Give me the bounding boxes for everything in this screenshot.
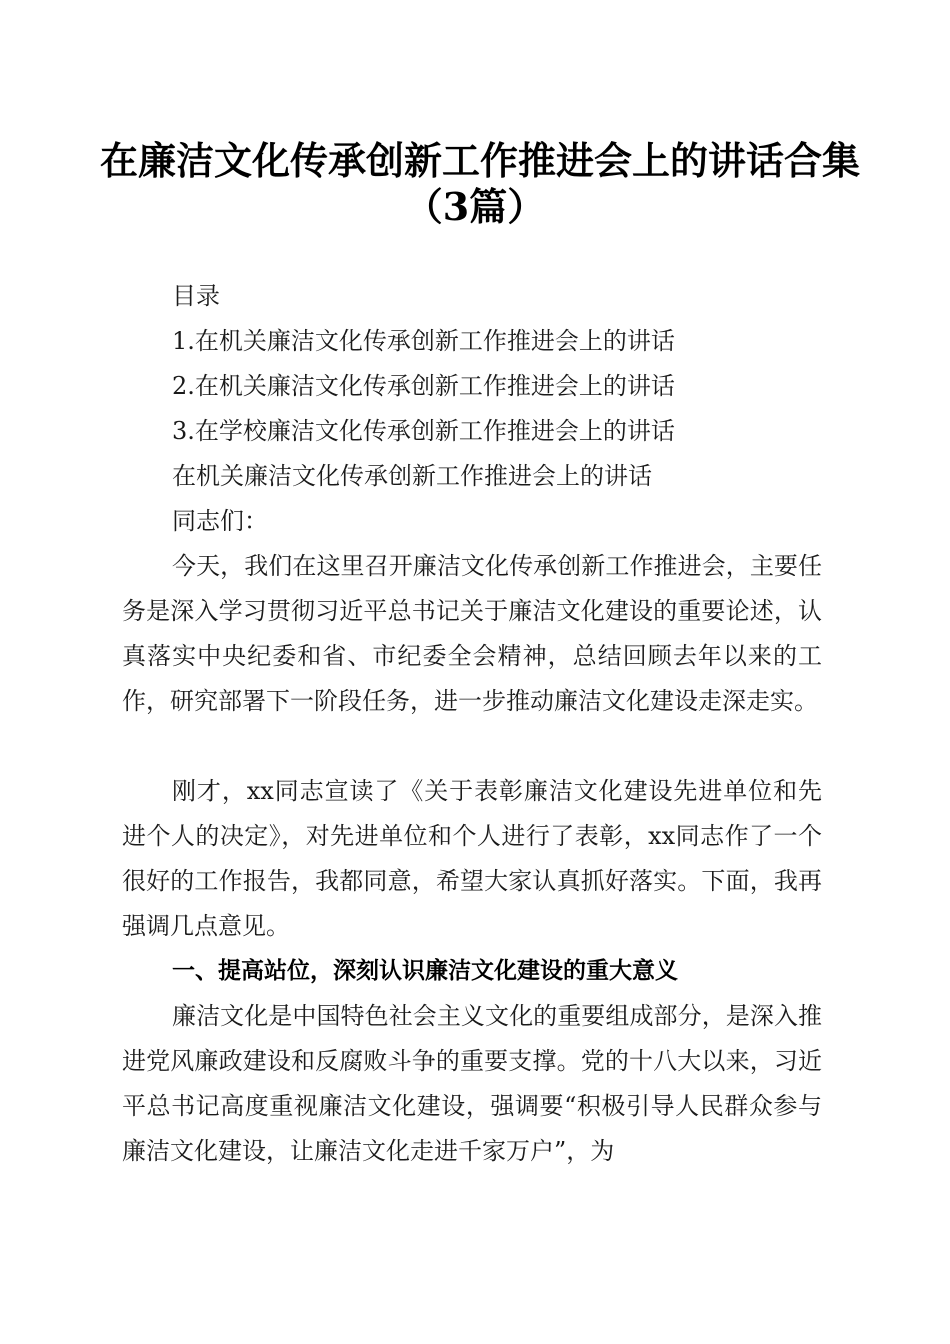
toc-heading: 目录 (172, 282, 220, 310)
section-heading-1: 一、提高站位，深刻认识廉洁文化建设的重大意义 (172, 958, 678, 984)
toc-item-1: 1.在机关廉洁文化传承创新工作推进会上的讲话 (172, 327, 675, 355)
speech-title: 在机关廉洁文化传承创新工作推进会上的讲话 (172, 462, 652, 490)
document-title-line2: （3篇） (404, 184, 546, 229)
paragraph-1: 今天，我们在这里召开廉洁文化传承创新工作推进会，主要任务是深入学习贯彻习近平总书记关于廉洁文化建设的重要论述，认真落实中央纪委和省、市纪委全会精神，总结回顾去年以来的工作，研究部署下一阶段任务，进一步推动廉洁文化建设走深走实。 (122, 552, 822, 715)
document-title-line1: 在廉洁文化传承创新工作推进会上的讲话合集 (100, 138, 861, 183)
section-paragraph-1: 廉洁文化是中国特色社会主义文化的重要组成部分，是深入推进党风廉政建设和反腐败斗争的重要支撑。党的十八大以来，习近平总书记高度重视廉洁文化建设，强调要“积极引导人民群众参与廉洁文化建设，让廉洁文化走进千家万户”，为 (122, 1002, 822, 1165)
toc-item-3: 3.在学校廉洁文化传承创新工作推进会上的讲话 (172, 417, 675, 445)
paragraph-2: 刚才，xx同志宣读了《关于表彰廉洁文化建设先进单位和先进个人的决定》，对先进单位和个人进行了表彰，xx同志作了一个很好的工作报告，我都同意，希望大家认真抓好落实。下面，我再强调几点意见。 (122, 777, 822, 940)
greeting: 同志们： (172, 507, 268, 535)
toc-item-2: 2.在机关廉洁文化传承创新工作推进会上的讲话 (172, 372, 675, 400)
